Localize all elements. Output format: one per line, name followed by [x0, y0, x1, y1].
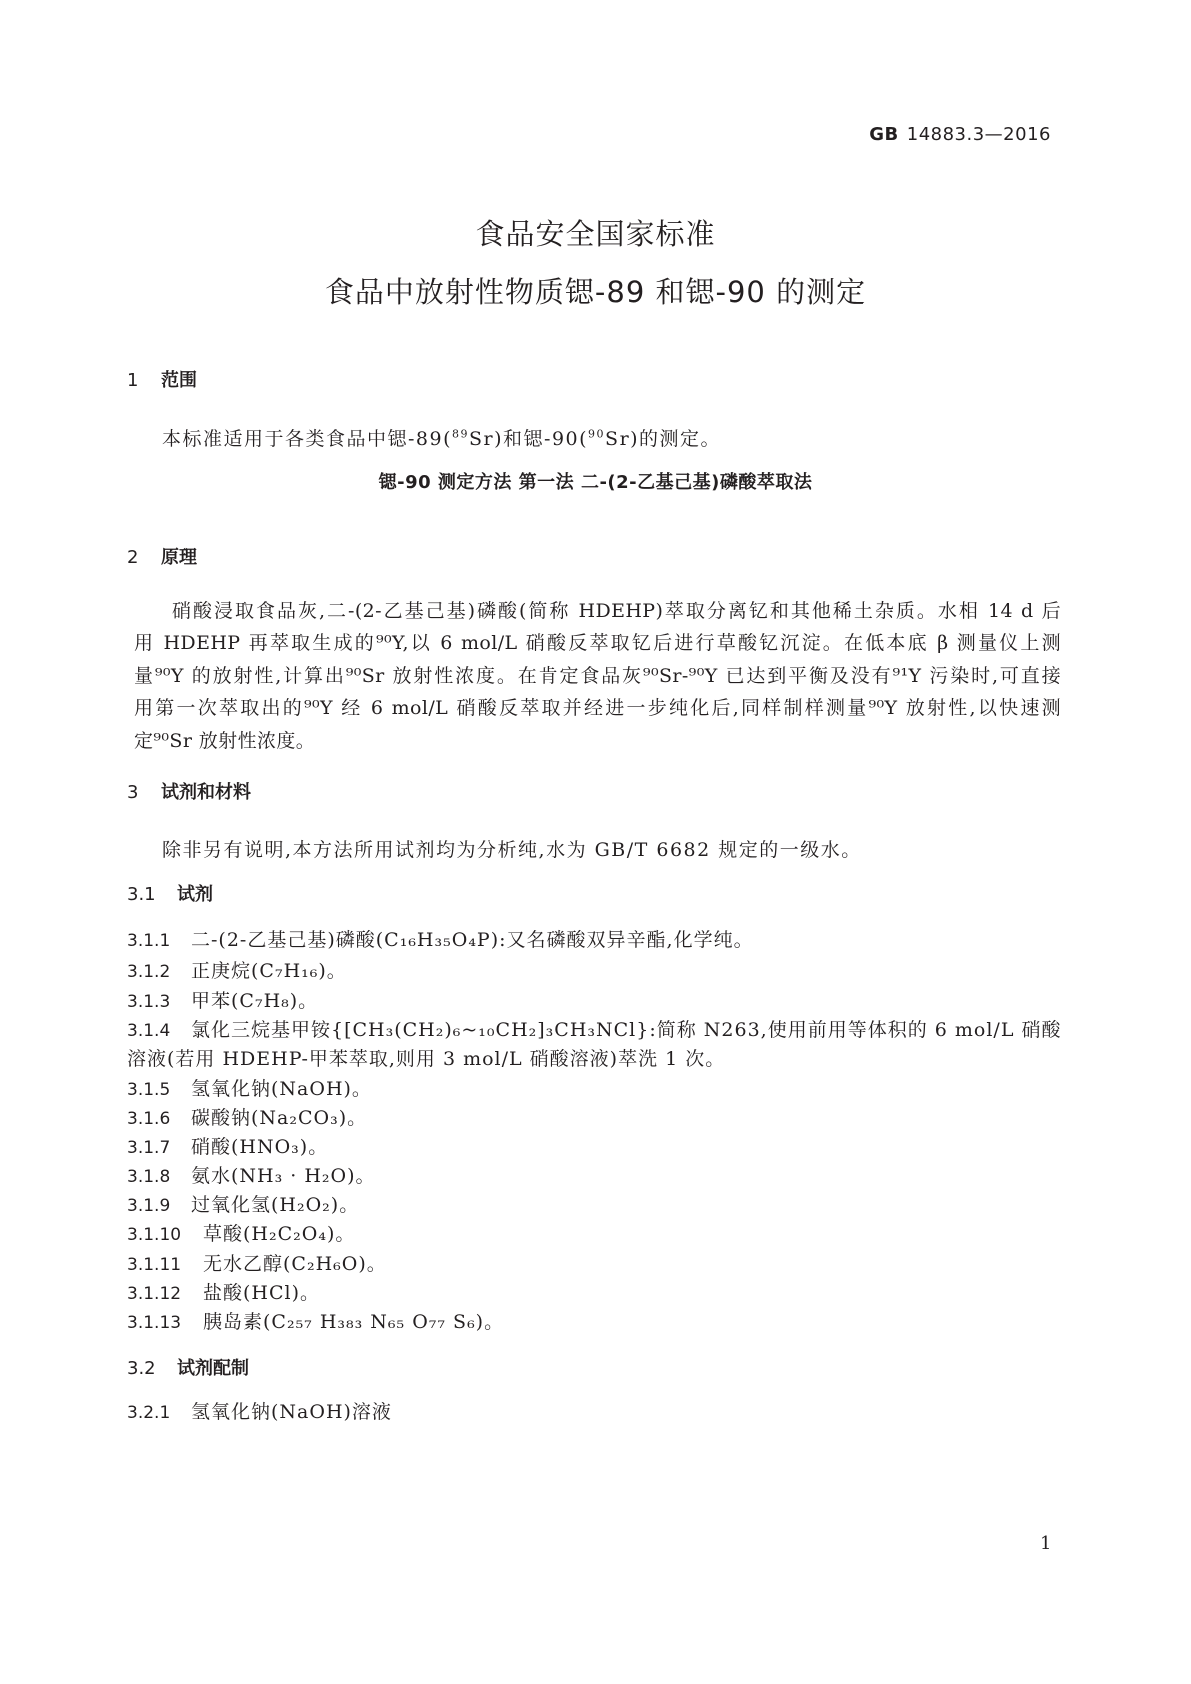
standard-prefix: GB: [869, 124, 899, 145]
reagent-item: 3.1.3 甲苯(C₇H₈)。: [127, 990, 319, 1012]
reagent-item: 3.1.7 硝酸(HNO₃)。: [127, 1136, 329, 1158]
principle-line-2: 用 HDEHP 再萃取生成的⁹⁰Y,以 6 mol/L 硝酸反萃取钇后进行草酸钇沉淀。在低本底 β 测量仪上测: [134, 632, 1061, 655]
section-title: 原理: [161, 547, 197, 568]
subsection-number: 3.2: [127, 1358, 156, 1379]
reagent-item-continuation: 溶液(若用 HDEHP-甲苯萃取,则用 3 mol/L 硝酸溶液)萃洗 1 次。: [127, 1048, 726, 1070]
standard-code: [869, 124, 1051, 145]
reagent-item: 3.1.4 氯化三烷基甲铵{[CH₃(CH₂)₆~₁₀CH₂]₃CH₃NCl}:简称 N263,使用前用等体积的 6 mol/L 硝酸: [127, 1019, 1062, 1041]
reagent-item: 3.1.12 盐酸(HCl)。: [127, 1282, 321, 1304]
reagent-item: 3.1.1 二-(2-乙基己基)磷酸(C₁₆H₃₅O₄P):又名磷酸双异辛酯,化学纯。: [127, 929, 754, 951]
principle-line-4: 用第一次萃取出的⁹⁰Y 经 6 mol/L 硝酸反萃取并经进一步纯化后,同样制样测量⁹⁰Y 放射性,以快速测: [134, 697, 1061, 720]
scope-paragraph: 本标准适用于各类食品中锶-89($^{89}$Sr)和锶-90($^{90}$Sr)的测定。: [162, 427, 722, 450]
principle-line-5: 定⁹⁰Sr 放射性浓度。: [134, 729, 316, 752]
subsection-title: 试剂配制: [177, 1358, 249, 1379]
subsection-number: 3.1: [127, 884, 156, 905]
reagent-item: 3.1.13 胰岛素(C₂₅₇ H₃₈₃ N₆₅ O₇₇ S₆)。: [127, 1311, 505, 1333]
section-1-heading: [127, 366, 197, 392]
page-number: 1: [1040, 1533, 1052, 1554]
subsection-3-2-heading: [127, 1354, 249, 1380]
section-title: 范围: [161, 370, 197, 391]
reagent-item: 3.1.2 正庚烷(C₇H₁₆)。: [127, 960, 347, 982]
principle-line-1: 硝酸浸取食品灰,二-(2-乙基己基)磷酸(简称 HDEHP)萃取分离钇和其他稀土杂质。水相 14 d 后: [172, 600, 1061, 622]
main-title: 食品安全国家标准: [475, 217, 716, 251]
reagent-item: 3.1.9 过氧化氢(H₂O₂)。: [127, 1194, 360, 1216]
method-title: 锶-90 测定方法 第一法 二-(2-乙基己基)磷酸萃取法: [378, 472, 813, 493]
reagent-item: 3.1.10 草酸(H₂C₂O₄)。: [127, 1223, 356, 1245]
section-number: 3: [127, 782, 139, 803]
reagent-item: 3.1.11 无水乙醇(C₂H₆O)。: [127, 1253, 387, 1275]
reagent-prep-item: 3.2.1 氢氧化钠(NaOH)溶液: [127, 1401, 392, 1423]
subsection-3-1-heading: [127, 880, 213, 906]
section-number: 2: [127, 547, 139, 568]
reagent-item: 3.1.5 氢氧化钠(NaOH)。: [127, 1078, 372, 1100]
reagent-item: 3.1.8 氨水(NH₃ · H₂O)。: [127, 1165, 376, 1187]
section-title: 试剂和材料: [161, 782, 251, 803]
principle-paragraph: [134, 595, 1061, 757]
reagent-item: 3.1.6 碳酸钠(Na₂CO₃)。: [127, 1107, 368, 1129]
section-number: 1: [127, 370, 139, 391]
principle-line-3: 量⁹⁰Y 的放射性,计算出⁹⁰Sr 放射性浓度。在肯定食品灰⁹⁰Sr-⁹⁰Y 已达到平衡及没有⁹¹Y 污染时,可直接: [134, 664, 1061, 687]
reagent-intro: 除非另有说明,本方法所用试剂均为分析纯,水为 GB/T 6682 规定的一级水。: [162, 839, 862, 861]
section-3-heading: [127, 778, 251, 804]
section-2-heading: [127, 543, 197, 569]
sub-title: 食品中放射性物质锶-89 和锶-90 的测定: [324, 275, 867, 309]
standard-number: 14883.3—2016: [906, 124, 1051, 145]
subsection-title: 试剂: [177, 884, 213, 905]
